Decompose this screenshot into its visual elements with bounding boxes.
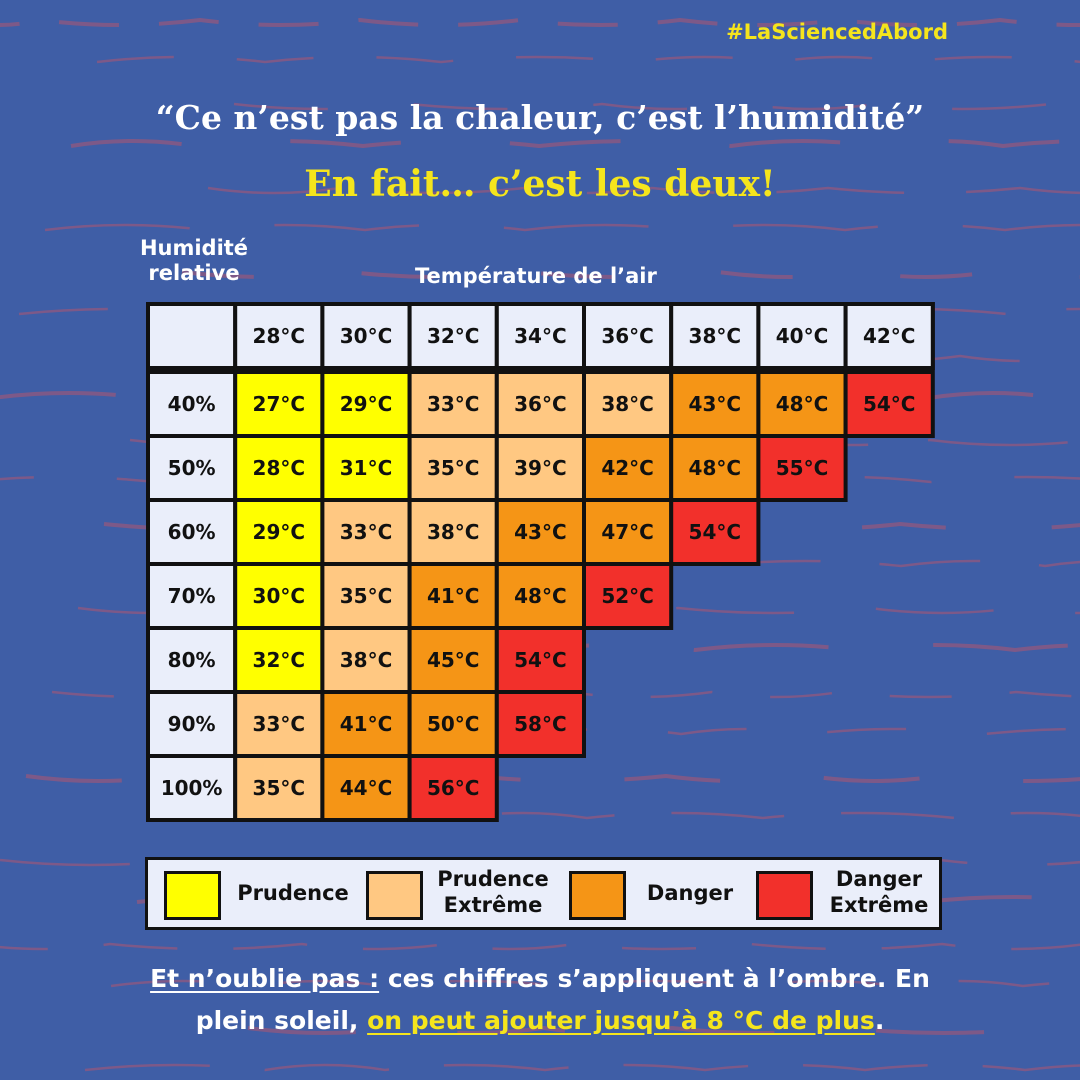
heat-cell-value: 28°C — [252, 456, 306, 480]
row-header-label: 60% — [167, 520, 216, 544]
row-header-label: 90% — [167, 712, 216, 736]
row-header-label: 80% — [167, 648, 216, 672]
legend-swatch-prudence-extreme — [366, 871, 423, 920]
heat-cell-value: 54°C — [514, 648, 567, 672]
heat-cell-value: 52°C — [601, 584, 654, 608]
column-header-label: 38°C — [688, 324, 742, 348]
heat-cell-value: 36°C — [514, 392, 567, 416]
footnote-text-3: . — [874, 1006, 885, 1035]
footnote-text-2: plein soleil, — [195, 1006, 368, 1035]
heat-cell-value: 42°C — [601, 456, 654, 480]
heat-cell-value: 56°C — [426, 776, 480, 800]
column-header-label: 40°C — [775, 324, 829, 348]
heat-cell-value: 27°C — [252, 392, 306, 416]
heat-cell-value: 39°C — [514, 456, 567, 480]
heat-cell-value: 38°C — [339, 648, 393, 672]
legend-swatch-prudence — [164, 871, 221, 920]
heat-cell-value: 54°C — [688, 520, 742, 544]
heat-cell-value: 58°C — [514, 712, 567, 736]
heat-cell-value: 41°C — [426, 584, 480, 608]
column-header-label: 30°C — [339, 324, 393, 348]
heat-cell-value: 44°C — [339, 776, 393, 800]
heat-cell-value: 43°C — [514, 520, 567, 544]
row-header-label: 70% — [167, 584, 216, 608]
column-header-label: 32°C — [426, 324, 480, 348]
heat-cell-value: 43°C — [688, 392, 742, 416]
heat-cell-value: 45°C — [426, 648, 480, 672]
heat-cell-value: 54°C — [862, 392, 916, 416]
heat-cell-value: 33°C — [339, 520, 393, 544]
column-header-label: 34°C — [514, 324, 567, 348]
heat-cell-value: 33°C — [252, 712, 306, 736]
heat-cell-value: 33°C — [426, 392, 480, 416]
heat-cell-value: 35°C — [339, 584, 393, 608]
heat-cell-value: 38°C — [426, 520, 480, 544]
page-title: “Ce n’est pas la chaleur, c’est l’humidité” — [155, 98, 925, 137]
heat-cell-value: 55°C — [775, 456, 829, 480]
page-subtitle: En fait… c’est les deux! — [304, 163, 776, 205]
heat-cell-value: 47°C — [601, 520, 654, 544]
footnote — [0, 958, 1080, 1042]
legend-swatch-danger-extreme — [756, 871, 813, 920]
heat-cell-value: 41°C — [339, 712, 393, 736]
row-header-label: 40% — [167, 392, 216, 416]
footnote-emphasis: Et n’oublie pas : — [150, 964, 380, 993]
heat-cell-value: 29°C — [252, 520, 306, 544]
column-axis-label: Température de l’air — [415, 264, 657, 288]
legend-label-prudence: Prudence — [237, 881, 349, 905]
heat-cell-value: 48°C — [514, 584, 567, 608]
heat-cell-value: 35°C — [252, 776, 306, 800]
column-header-label: 42°C — [862, 324, 916, 348]
heat-cell-value: 31°C — [339, 456, 393, 480]
row-axis-label-line-2: relative — [148, 261, 240, 285]
heat-cell-value: 35°C — [426, 456, 480, 480]
heat-cell-value: 29°C — [339, 392, 393, 416]
legend-label-prudence-extreme: Prudence Extrême — [437, 867, 549, 917]
row-header-label: 100% — [160, 776, 223, 800]
table-corner-cell — [148, 304, 235, 368]
heat-cell-value: 30°C — [252, 584, 306, 608]
column-header-label: 36°C — [601, 324, 654, 348]
legend — [145, 857, 942, 930]
heat-cell-value: 32°C — [252, 648, 306, 672]
legend-swatch-danger — [569, 871, 626, 920]
row-axis-label-line-1: Humidité — [139, 236, 249, 260]
footnote-highlight: on peut ajouter jusqu’à 8 °C de plus — [367, 1006, 875, 1035]
footnote-text-1: ces chiffres s’appliquent à l’ombre. En — [379, 964, 930, 993]
heat-cell-value: 38°C — [601, 392, 654, 416]
row-header-label: 50% — [167, 456, 216, 480]
heat-cell-value: 48°C — [775, 392, 829, 416]
legend-label-danger-extreme: Danger Extrême — [829, 867, 929, 917]
legend-label-danger: Danger — [646, 881, 734, 905]
heat-cell-value: 50°C — [426, 712, 480, 736]
column-header-label: 28°C — [252, 324, 306, 348]
hashtag: #LaSciencedAbord — [726, 20, 948, 44]
heat-cell-value: 48°C — [688, 456, 742, 480]
